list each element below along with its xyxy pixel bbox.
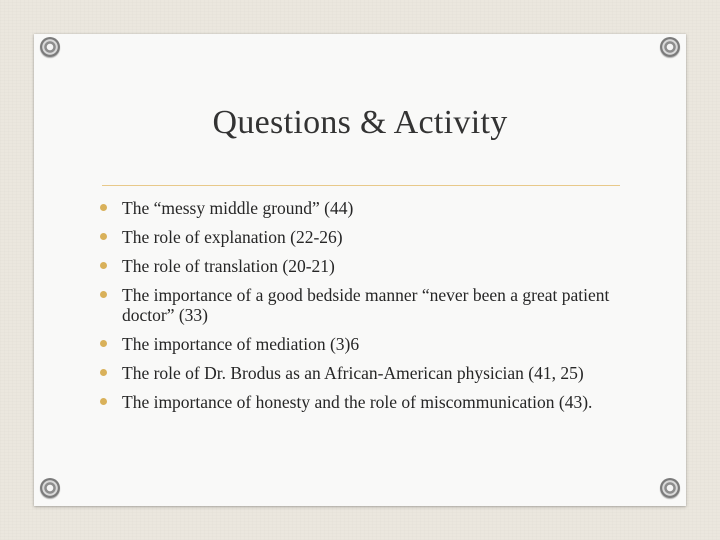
bullet-item: The “messy middle ground” (44) [98, 198, 618, 218]
pin-icon [40, 37, 60, 57]
title-divider [102, 185, 620, 186]
bullet-icon [100, 262, 107, 269]
bullet-list [98, 198, 618, 421]
slide-title: Questions & Activity [212, 104, 508, 141]
bullet-item: The role of Dr. Brodus as an African-American physician (41, 25) [98, 363, 618, 383]
bullet-icon [100, 291, 107, 298]
pin-icon [40, 478, 60, 498]
bullet-icon [100, 369, 107, 376]
bullet-icon [100, 398, 107, 405]
bullet-icon [100, 340, 107, 347]
bullet-item: The importance of a good bedside manner “never been a great patient doctor” (33) [98, 285, 618, 325]
pin-icon [660, 478, 680, 498]
pin-icon [660, 37, 680, 57]
bullet-item: The importance of mediation (3)6 [98, 334, 618, 354]
bullet-icon [100, 204, 107, 211]
bullet-item: The importance of honesty and the role of miscommunication (43). [98, 392, 618, 412]
bullet-item: The role of translation (20-21) [98, 256, 618, 276]
bullet-icon [100, 233, 107, 240]
bullet-item: The role of explanation (22-26) [98, 227, 618, 247]
